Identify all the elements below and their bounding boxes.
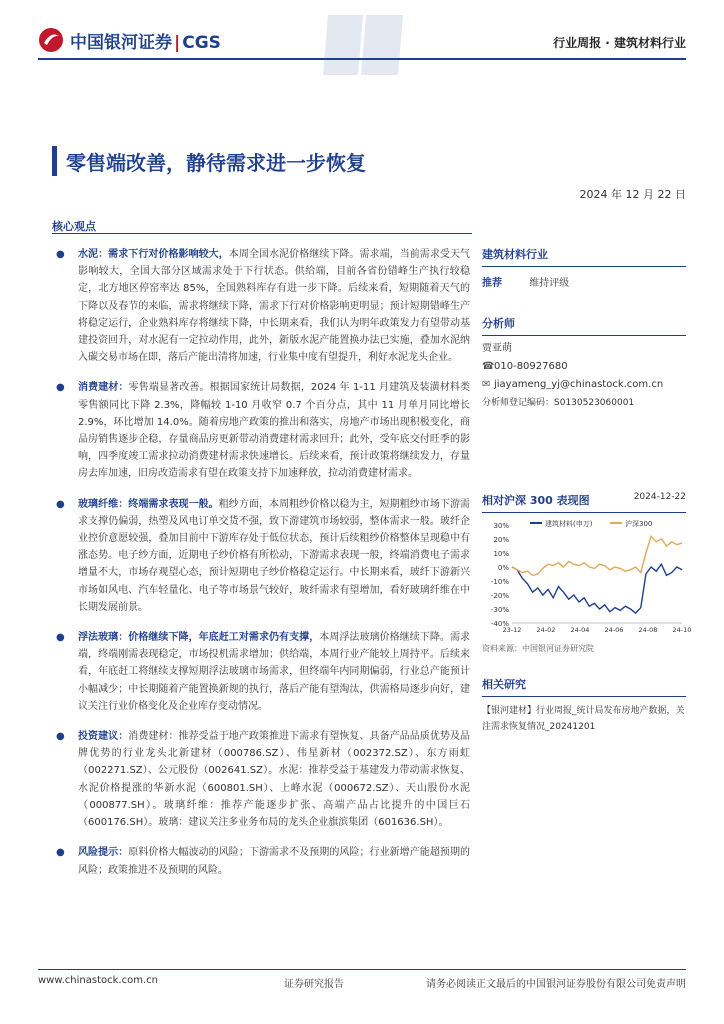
footer-divider [38, 969, 686, 970]
legend-label: 沪深300 [625, 520, 653, 528]
core-views-label: 核心观点 [52, 220, 96, 233]
related-heading: 相关研究 [482, 678, 526, 691]
bullet-investment-advice: ● 投资建议：消费建材：推荐受益于地产政策推进下需求有望恢复、具备产品品质优势及品牌优势的行业龙头北新建材（000786.SZ）、伟星新材（002372.SZ）、东方雨虹（002271.SZ）、公元股份（002641.SZ）。水泥：推荐受益于基建发力带动需求恢复、水泥价格提涨的华新水泥（600801.SH）、上峰水泥（000672.SZ）、天山股份水泥（000877.SH）。玻璃纤维：推荐产能逐步扩张、高端产品占比提升的中国巨石（600176.SH）。玻璃：建议关注多业务布局的龙头企业旗滨集团（601636.SH）。 [52, 728, 470, 831]
footer-disclaimer: 请务必阅读正文最后的中国银河证券股份有限公司免责声明 [426, 979, 686, 990]
chart-canvas [482, 517, 692, 637]
chart-date: 2024-12-22 [633, 492, 686, 502]
sidebar-divider [482, 512, 686, 513]
email-icon: ✉ [482, 379, 491, 390]
bullet-dot-icon: ● [56, 498, 65, 510]
x-tick-label: 24-02 [536, 626, 556, 634]
bullet-cement: ● 水泥：需求下行对价格影响较大，本周全国水泥价格继续下降。需求端，当前需求受天气影响较大，全国大部分区域需求处于下行状态。供给端，目前各省份错峰生产执行较稳定，北方地区停窑率达 85%，全国熟料库存有进一步下降。后续来看，短期随着天气的下降以及春节的来临，需求将继续下降，需求下行对价格影响更明显；预计短期错峰生产将稳定运行，企业熟料库存将继续下降，中长期来看，我们认为明年政策发力有望带动基建投资回升，对水泥有一定拉动作用，此外，新版水泥产能置换办法已实施，叠加水泥纳入碳交易市场在即，落后产能出清将加速，行业集中度有望提升，利好水泥龙头企业。 [52, 246, 470, 366]
rating-row: 推荐 维持评级 [482, 278, 570, 289]
sidebar [482, 246, 686, 412]
page-title: 零售端改善，静待需求进一步恢复 [66, 151, 366, 175]
chart-header [482, 492, 686, 508]
y-tick-label: -30% [490, 606, 509, 614]
bullet-dot-icon: ● [56, 847, 65, 859]
title-accent-bar [52, 146, 57, 176]
industry-heading: 建筑材料行业 [482, 248, 548, 261]
x-tick-label: 23-12 [502, 626, 522, 634]
bullet-consumer-materials: ● 消费建材：零售端显著改善。根据国家统计局数据，2024 年 1-11 月建筑及装潢材料类零售额同比下降 2.3%，降幅较 1-10 月收窄 0.7 个百分点，其中 11 月单月同比增长 2.9%，环比增加 14.0%。随着房地产政策的推出和落实，房地产市场出现积极变化，商品房销售逐步企稳，存量商品房更新带动消费建材需求回升；此外，受年底交付旺季的影响，四季度竣工需求拉动消费建材需求快速增长。后续来看，预计政策将继续发力，存量房去库加速，旧房改造需求有望在政策支持下加速释放，拉动消费建材需求。 [52, 379, 470, 482]
report-date: 2024 年 12 月 22 日 [579, 188, 686, 201]
series-line-csi300 [512, 536, 682, 575]
bullet-risk: ● 风险提示：原料价格大幅波动的风险；下游需求不及预期的风险；行业新增产能超预期的风险；政策推进不及预期的风险。 [52, 844, 470, 878]
series-line-building-materials [512, 564, 682, 613]
bullet-dot-icon: ● [56, 249, 65, 260]
sidebar-divider [482, 696, 686, 697]
phone-icon: ☎ [482, 361, 495, 372]
report-type: 行业周报 · 建筑材料行业 [553, 36, 686, 50]
y-tick-label: -20% [490, 592, 509, 600]
y-tick-label: 20% [493, 536, 509, 544]
bullet-glass-fiber: ● 玻璃纤维：终端需求表现一般。粗纱方面，本周粗纱价格以稳为主，短期粗纱市场下游需求支撑仍偏弱，热塑及风电订单交货不强，致下游建筑市场较弱，整体需求一般。玻纤企业控价意愿较强，叠加目前中下游库存处于低位状态，预计后续粗纱价格整体呈现稳中有涨态势。电子纱方面，近期电子纱价格有所松动，下游需求表现一般，终端消费电子需求增量不大，市场存观望心态，预计短期电子纱价格稳定运行。中长期来看，玻纤下游新兴市场如风电、汽车轻量化、电子等市场景气较好，玻纤需求有望增加，看好玻璃纤维在中长期发展前景。 [52, 496, 470, 616]
bullet-float-glass: ● 浮法玻璃：价格继续下降，年底赶工对需求仍有支撑，本周浮法玻璃价格继续下降。需求端，终端刚需表现稳定，市场投机需求增加；供给端，本周行业产能较上周持平。后续来看，年底赶工将继续支撑短期浮法玻璃市场需求，但终端年内同期偏弱，行业总产能预计小幅减少；中长期随着产能置换新规的执行，落后产能有望淘汰，供需格局逐步向好，建议关注行业价格变化及企业库存变动情况。 [52, 629, 470, 715]
chart-title: 相对沪深 300 表现图 [482, 494, 590, 507]
relative-performance-chart [482, 492, 692, 735]
analyst-cert: 分析师登记编码：S0130523060001 [482, 398, 635, 408]
footer-website[interactable]: www.chinastock.com.cn [38, 975, 158, 986]
chart-source: 资料来源：中国银河证券研究院 [482, 644, 594, 653]
y-tick-label: -40% [490, 620, 509, 628]
analyst-email-row [482, 376, 686, 394]
core-views-divider [52, 233, 472, 234]
bullet-dot-icon: ● [56, 731, 65, 743]
analyst-name: 贾亚萌 [482, 343, 512, 354]
legend-label: 建筑材料(申万) [545, 520, 593, 528]
brand-logo-icon [38, 27, 64, 53]
analyst-email-link[interactable]: jiayameng_yj@chinastock.com.cn [494, 379, 664, 390]
sidebar-divider [482, 266, 686, 267]
bullet-dot-icon: ● [56, 382, 65, 394]
y-tick-label: 0% [497, 564, 509, 572]
y-tick-label: -10% [490, 578, 509, 586]
sidebar-divider [482, 335, 686, 336]
watermark-logo-icon [318, 10, 408, 80]
brand-name: 中国银河证券 | CGS [70, 33, 221, 53]
x-tick-label: 24-06 [604, 626, 624, 634]
y-tick-label: 30% [493, 522, 509, 530]
analyst-phone-row: ☎010-80927680 [482, 358, 686, 376]
x-tick-label: 24-04 [570, 626, 590, 634]
footer-report-label: 证券研究报告 [284, 979, 344, 990]
y-tick-label: 10% [493, 550, 509, 558]
header-divider [38, 58, 686, 60]
bullet-dot-icon: ● [56, 632, 65, 644]
analyst-heading: 分析师 [482, 317, 515, 330]
x-tick-label: 24-10 [672, 626, 692, 634]
related-report-link[interactable]: 【银河建材】行业周报_统计局发布房地产数据，关注需求恢复情况_20241201 [482, 706, 685, 732]
x-tick-label: 24-08 [638, 626, 658, 634]
core-views-body [52, 246, 470, 892]
